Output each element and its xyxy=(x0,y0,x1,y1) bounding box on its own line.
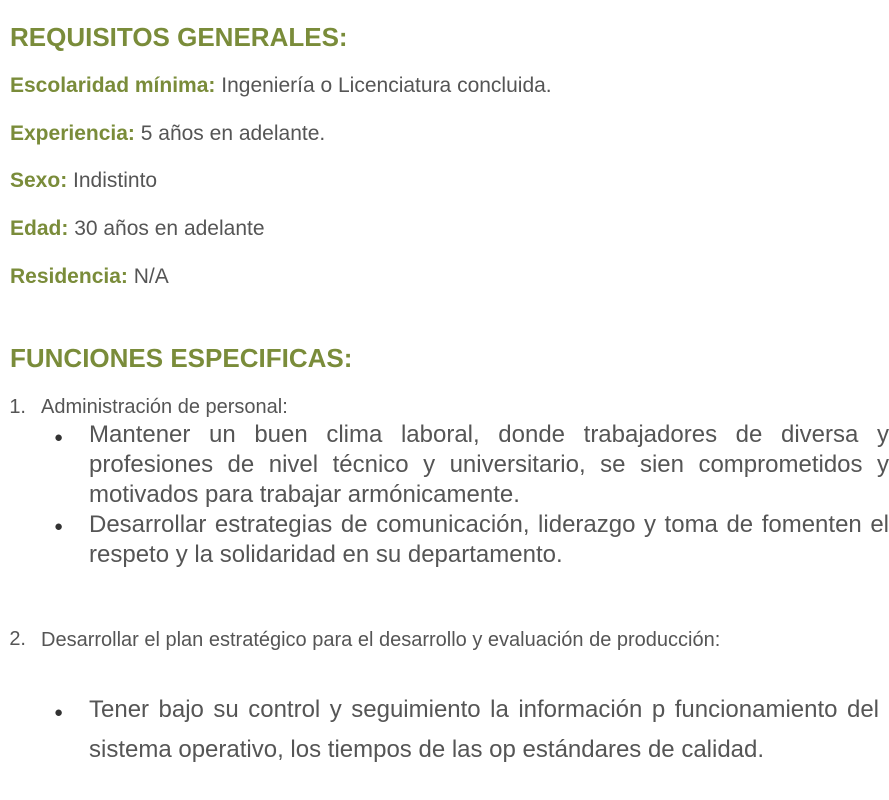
requisito-label: Sexo: xyxy=(10,169,68,192)
bullet-icon: ● xyxy=(54,518,64,535)
funcion-bullet-text: Desarrollar estrategias de comunicación, liderazgo y toma de fomenten el respeto y la solidaridad en su departamento. xyxy=(89,511,889,568)
requisito-value: 5 años en adelante. xyxy=(140,122,326,145)
list-number: 2. xyxy=(9,628,26,650)
requisito-label: Residencia: xyxy=(10,265,128,288)
funcion-bullet-text: Mantener un buen clima laboral, donde trabajadores de diversa y profesiones de nivel técnico y universitario, se sien comprometidos y motivados para trabajar armónicamente. xyxy=(89,421,889,508)
requisito-value: 30 años en adelante xyxy=(74,217,265,240)
funcion-bullet-text: Tener bajo su control y seguimiento la información p funcionamiento del sistema operativo, los tiempos de las op estándares de calidad. xyxy=(89,696,879,763)
requisito-experiencia xyxy=(10,122,325,146)
requisito-value: Indistinto xyxy=(73,169,158,192)
funciones-heading: FUNCIONES ESPECIFICAS: xyxy=(10,343,353,373)
funcion-item-1 xyxy=(0,396,800,422)
list-number: 1. xyxy=(9,396,26,418)
requisito-escolaridad xyxy=(10,74,552,98)
requisito-label: Escolaridad mínima: xyxy=(10,74,216,97)
requisito-sexo xyxy=(10,169,157,193)
requisito-label: Edad: xyxy=(10,217,69,240)
requisito-residencia xyxy=(10,265,169,289)
requisito-edad xyxy=(10,217,265,241)
funcion-title: Desarrollar el plan estratégico para el desarrollo y evaluación de producción: xyxy=(41,629,721,651)
funcion-title: Administración de personal: xyxy=(41,396,288,418)
requisito-value: Ingeniería o Licenciatura concluida. xyxy=(221,74,552,97)
requisitos-heading: REQUISITOS GENERALES: xyxy=(10,22,348,52)
requisito-label: Experiencia: xyxy=(10,122,135,145)
requisito-value: N/A xyxy=(133,265,169,288)
bullet-icon: ● xyxy=(54,704,64,721)
bullet-icon: ● xyxy=(54,429,64,446)
